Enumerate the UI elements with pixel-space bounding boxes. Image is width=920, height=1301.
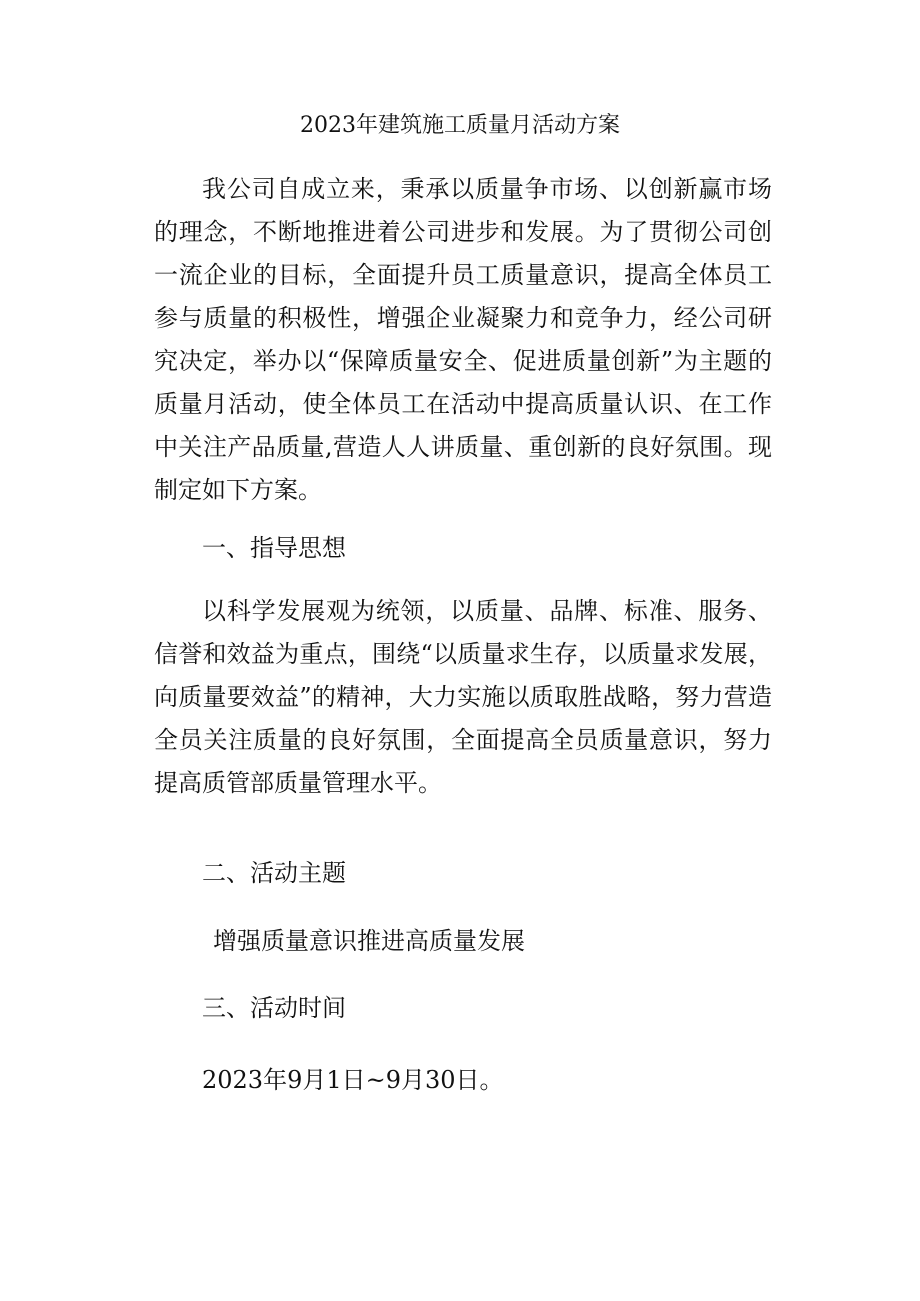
section-body-guiding-ideology: 以科学发展观为统领，以质量、品牌、标准、服务、信誉和效益为重点，围绕“以质量求生存，以质量求发展，向质量要效益”的精神，大力实施以质取胜战略，努力营造全员关注质量的良好氛围，全面提高全员质量意识，努力提高质管部质量管理水平。: [154, 597, 772, 797]
section-heading-activity-theme: 二、活动主题: [202, 859, 346, 887]
section-body-activity-time: 2023年9月1日~9月30日。: [202, 1066, 504, 1094]
section-heading-activity-time: 三、活动时间: [202, 994, 346, 1022]
document-title: 2023年建筑施工质量月活动方案: [300, 113, 620, 138]
intro-paragraph: 我公司自成立来，秉承以质量争市场、以创新赢市场的理念，不断地推进着公司进步和发展。为了贯彻公司创一流企业的目标，全面提升员工质量意识，提高全体员工参与质量的积极性，增强企业凝聚力和竞争力，经公司研究决定，举办以“保障质量安全、促进质量创新”为主题的质量月活动，使全体员工在活动中提高质量认识、在工作中关注产品质量,营造人人讲质量、重创新的良好氛围。现制定如下方案。: [154, 175, 772, 504]
section-heading-guiding-ideology: 一、指导思想: [202, 534, 346, 562]
section-body-activity-theme: 增强质量意识推进高质量发展: [213, 927, 525, 955]
